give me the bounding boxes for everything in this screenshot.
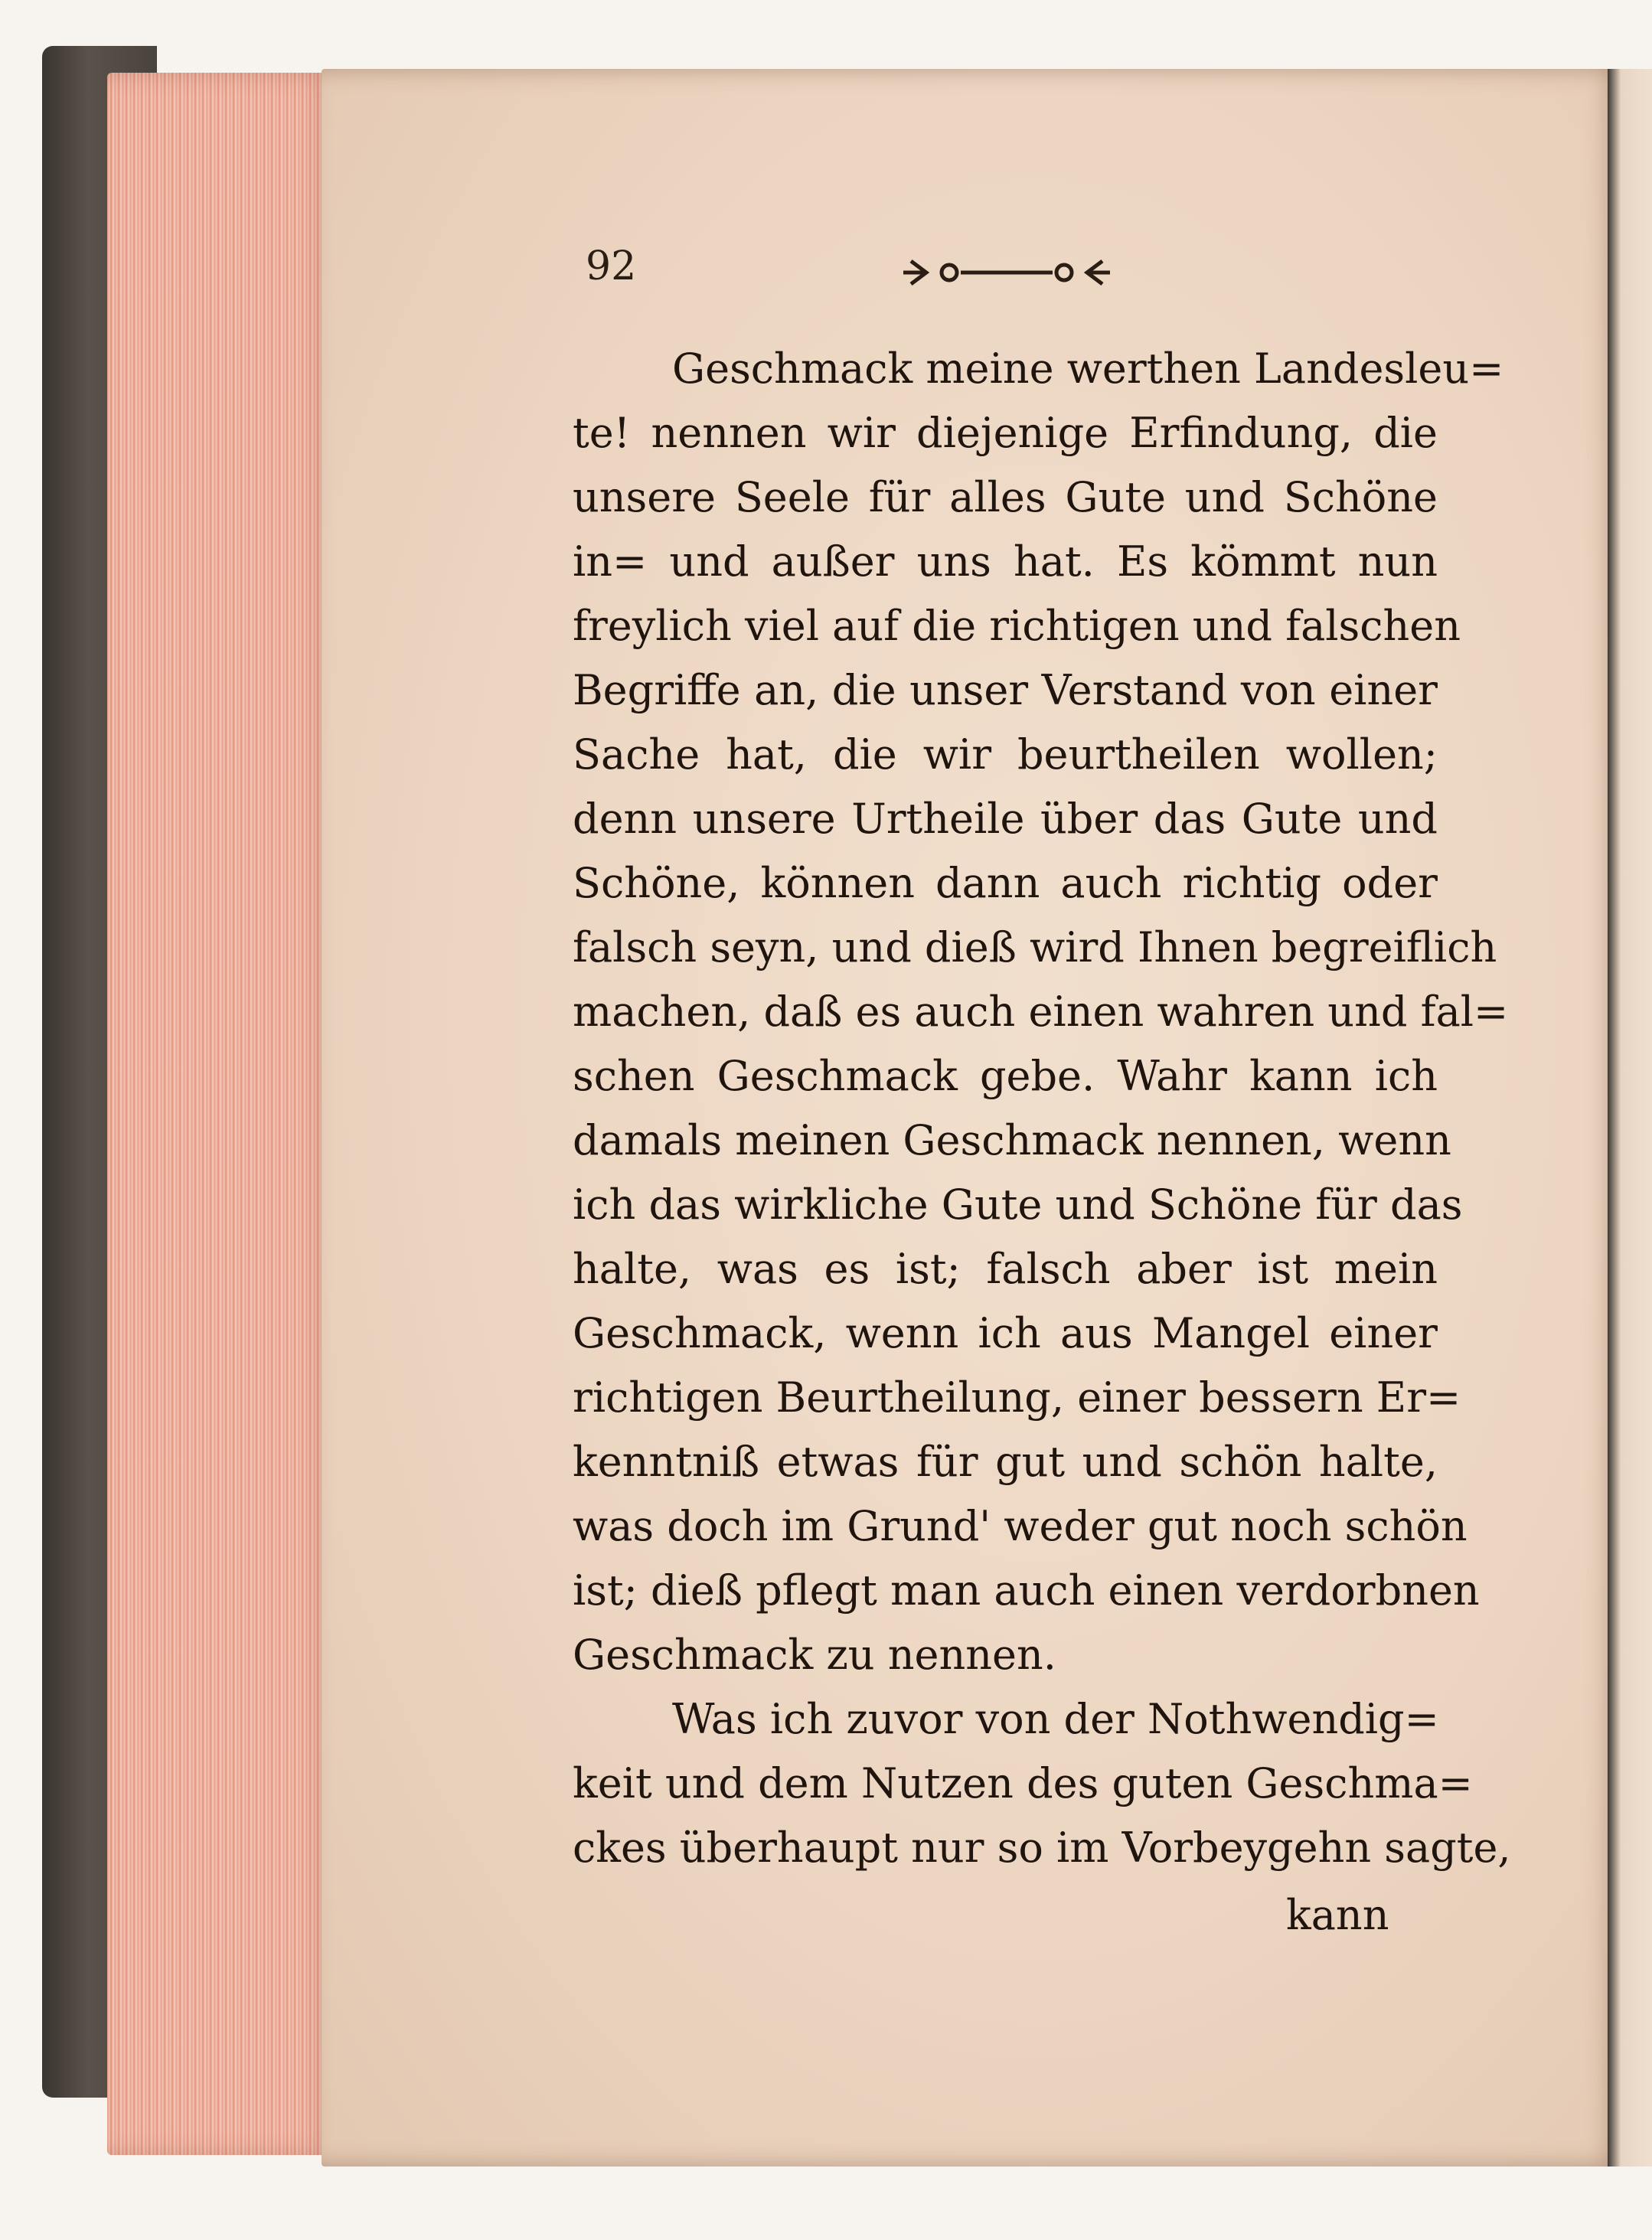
text-line: falsch seyn, und dieß wird Ihnen begreiflich (573, 923, 1497, 971)
page-number: 92 (586, 243, 637, 289)
text-line: kenntniß etwas für gut und schön halte, (573, 1438, 1438, 1486)
text-line: denn unsere Urtheile über das Gute und (573, 795, 1438, 843)
ornament-icon (896, 250, 1118, 296)
page-header (586, 243, 1581, 305)
facing-page-edge (1608, 69, 1652, 2167)
text-line: schen Geschmack gebe. Wahr kann ich (573, 1052, 1438, 1100)
text-line: te! nennen wir diejenige Erfindung, die (573, 409, 1438, 457)
text-line: ist; dieß pflegt man auch einen verdorbnen (573, 1566, 1480, 1615)
text-line: richtigen Beurtheilung, einer bessern Er= (573, 1373, 1461, 1422)
text-line: Begriffe an, die unser Verstand von einer (573, 666, 1438, 714)
text-line: machen, daß es auch einen wahren und fal= (573, 988, 1509, 1036)
text-line: Was ich zuvor von der Nothwendig= (672, 1695, 1439, 1743)
text-line: freylich viel auf die richtigen und falschen (573, 602, 1461, 650)
text-line: halte, was es ist; falsch aber ist mein (573, 1245, 1438, 1293)
text-line: was doch im Grund' weder gut noch schön (573, 1502, 1468, 1550)
text-line: ckes überhaupt nur so im Vorbeygehn sagte, (573, 1824, 1511, 1872)
text-line: in= und außer uns hat. Es kömmt nun (573, 537, 1438, 586)
catchword: kann (1286, 1891, 1389, 1939)
text-line: keit und dem Nutzen des guten Geschma= (573, 1759, 1473, 1807)
text-line: Geschmack meine werthen Landesleu= (672, 344, 1504, 393)
body-text (573, 337, 1511, 1880)
text-line: Geschmack, wenn ich aus Mangel einer (573, 1309, 1438, 1357)
text-line: ich das wirkliche Gute und Schöne für das (573, 1180, 1463, 1229)
text-line: Geschmack zu nennen. (573, 1631, 1056, 1679)
page-edges (107, 73, 337, 2155)
text-line: Schöne, können dann auch richtig oder (573, 859, 1438, 907)
text-line: unsere Seele für alles Gute und Schöne (573, 473, 1438, 521)
text-line: Sache hat, die wir beurtheilen wollen; (573, 730, 1438, 779)
text-line: damals meinen Geschmack nennen, wenn (573, 1116, 1451, 1164)
